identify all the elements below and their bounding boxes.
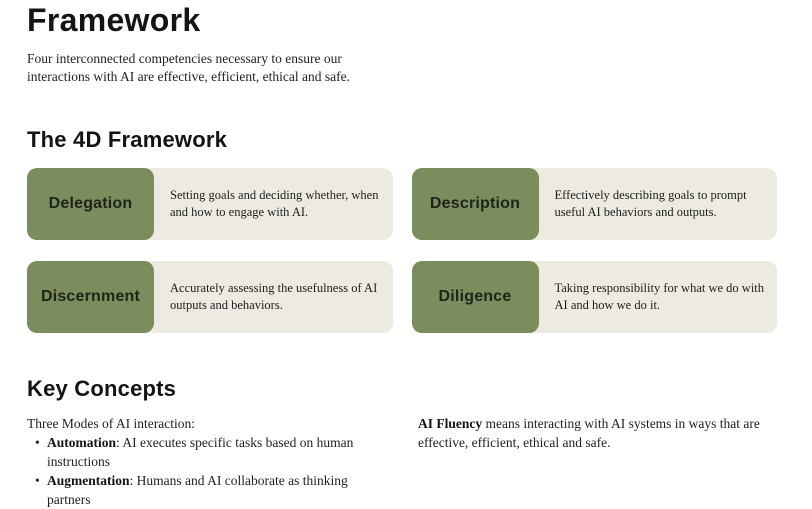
key-concepts-heading: Key Concepts bbox=[27, 376, 177, 401]
card-description-description bbox=[539, 168, 778, 240]
key-concepts-right-column bbox=[418, 414, 777, 509]
page-title-line2: Framework bbox=[27, 2, 201, 38]
bullet-icon: • bbox=[35, 473, 40, 488]
modes-intro: Three Modes of AI interaction: bbox=[27, 416, 195, 431]
framework-cards-grid bbox=[27, 168, 777, 333]
term-augmentation: Augmentation bbox=[47, 473, 130, 488]
term-automation: Automation bbox=[47, 435, 117, 450]
ai-fluency-paragraph bbox=[418, 414, 777, 452]
card-discernment bbox=[27, 261, 393, 333]
card-diligence bbox=[412, 261, 778, 333]
card-description-description-text: Effectively describing goals to prompt useful AI behaviors and outputs. bbox=[554, 188, 747, 219]
modes-list bbox=[27, 433, 394, 509]
page-title bbox=[27, 0, 258, 39]
card-description bbox=[412, 168, 778, 240]
card-diligence-label: Diligence bbox=[412, 261, 539, 333]
card-discernment-description-text: Accurately assessing the usefulness of AI outputs and behaviors. bbox=[170, 281, 378, 312]
framework-section-heading: The 4D Framework bbox=[27, 127, 228, 152]
key-concepts-columns bbox=[27, 414, 777, 509]
automation-text: : AI executes specific tasks based on human instructions bbox=[47, 435, 354, 469]
card-diligence-description-text: Taking responsibility for what we do with AI and how we do it. bbox=[554, 281, 765, 312]
ai-fluency-text: means interacting with AI systems in ways that are effective, efficient, ethical and safe. bbox=[417, 416, 760, 450]
card-discernment-label: Discernment bbox=[27, 261, 154, 333]
augmentation-text: : Humans and AI collaborate as thinking partners bbox=[47, 473, 348, 507]
card-delegation-label: Delegation bbox=[27, 168, 154, 240]
card-discernment-description bbox=[154, 261, 393, 333]
list-item-automation bbox=[27, 433, 394, 471]
card-delegation-description bbox=[154, 168, 393, 240]
page-subtitle: Four interconnected competencies necessary to ensure our interactions with AI are effective, efficient, ethical and safe. bbox=[27, 51, 350, 84]
card-diligence-description bbox=[539, 261, 778, 333]
card-description-label: Description bbox=[412, 168, 539, 240]
key-concepts-left-column bbox=[27, 414, 394, 509]
list-item-augmentation bbox=[27, 471, 394, 509]
term-ai-fluency: AI Fluency bbox=[417, 416, 483, 431]
bullet-icon: • bbox=[35, 435, 40, 450]
card-delegation-description-text: Setting goals and deciding whether, when and how to engage with AI. bbox=[170, 188, 379, 219]
card-delegation bbox=[27, 168, 393, 240]
